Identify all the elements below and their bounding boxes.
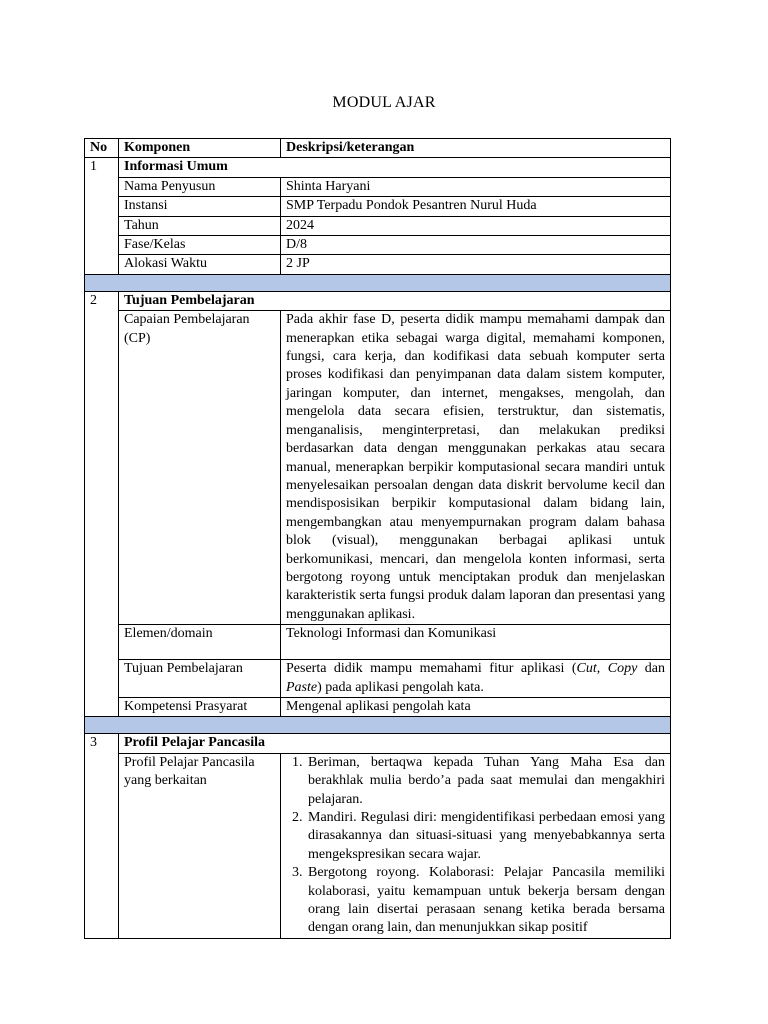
row-label: Tahun <box>119 216 281 235</box>
tp-prefix: Peserta didik mampu memahami fitur aplikasi ( <box>286 661 577 677</box>
list-item: 1. Beriman, bertaqwa kepada Tuhan Yang Maha Esa dan berakhlak mulia berdo’a pada saat memulai dan mengakhiri pelajaran. <box>306 754 665 809</box>
row-value: 2 JP <box>281 255 671 274</box>
row-value: 2024 <box>281 216 671 235</box>
list-item: 3. Bergotong royong. Kolaborasi: Pelajar Pancasila memiliki kolaborasi, yaitu kemampuan untuk bekerja bersam dengan orang lain disertai perasaan senang ketika berada bersama dengan orang lain, dan menunjukkan sikap positif <box>306 864 665 938</box>
header-no: No <box>85 139 119 158</box>
tp-suffix: ) pada aplikasi pengolah kata. <box>317 679 484 695</box>
row-value: D/8 <box>281 236 671 255</box>
table-row <box>85 177 671 196</box>
elemen-label: Elemen/domain <box>119 625 281 660</box>
table-row <box>85 255 671 274</box>
table-header-row <box>85 139 671 158</box>
row-label: Fase/Kelas <box>119 236 281 255</box>
section-2-title-row <box>85 291 671 310</box>
section-3-title: Profil Pelajar Pancasila <box>119 734 671 753</box>
section-3-title-row <box>85 734 671 753</box>
table-row <box>85 625 671 660</box>
section-2-title: Tujuan Pembelajaran <box>119 291 671 310</box>
list-item: 2. Mandiri. Regulasi diri: mengidentifikasi perbedaan emosi yang dirasakannya dan situasi-situasi yang menyebabkannya serta mengekspresikan secara wajar. <box>306 809 665 864</box>
cp-label: Capaian Pembelajaran (CP) <box>119 311 281 625</box>
header-komponen: Komponen <box>119 139 281 158</box>
profil-label: Profil Pelajar Pancasila yang berkaitan <box>119 753 281 938</box>
row-value: Shinta Haryani <box>281 177 671 196</box>
profil-list <box>286 754 665 938</box>
table-row <box>85 660 671 698</box>
tp-cut: Cut <box>576 661 597 677</box>
module-table <box>84 138 671 939</box>
tp-value <box>281 660 671 698</box>
tp-label: Tujuan Pembelajaran <box>119 660 281 698</box>
row-label: Alokasi Waktu <box>119 255 281 274</box>
row-label: Nama Penyusun <box>119 177 281 196</box>
profil-list-cell <box>281 753 671 938</box>
table-row <box>85 697 671 716</box>
tp-comma: , <box>596 661 608 677</box>
tp-paste: Paste <box>286 679 318 695</box>
kp-label: Kompetensi Prasyarat <box>119 697 281 716</box>
table-row <box>85 311 671 625</box>
row-value: SMP Terpadu Pondok Pesantren Nurul Huda <box>281 197 671 216</box>
section-separator <box>85 717 671 734</box>
section-1-title: Informasi Umum <box>119 158 671 177</box>
tp-dan: dan <box>637 661 666 677</box>
kp-value: Mengenal aplikasi pengolah kata <box>281 697 671 716</box>
table-row <box>85 753 671 938</box>
section-1-number: 1 <box>85 158 119 274</box>
tp-copy: Copy <box>607 661 638 677</box>
header-deskripsi: Deskripsi/keterangan <box>281 139 671 158</box>
section-3-number: 3 <box>85 734 119 938</box>
table-row <box>85 197 671 216</box>
table-row <box>85 216 671 235</box>
section-2-number: 2 <box>85 291 119 717</box>
page-title: MODUL AJAR <box>332 94 436 111</box>
row-label: Instansi <box>119 197 281 216</box>
section-1-title-row <box>85 158 671 177</box>
table-row <box>85 236 671 255</box>
section-separator <box>85 274 671 291</box>
cp-text: Pada akhir fase D, peserta didik mampu memahami dampak dan menerapkan etika sebagai warga digital, memahami komponen, fungsi, cara kerja, dan kodifikasi data sebuah komputer serta proses kodifikasi dan penyimpanan data dalam sistem komputer, jaringan komputer, dan internet, mengakses, mengolah, dan mengelola data secara efisien, terstruktur, dan sistematis, menganalisis, menginterpretasi, dan melakukan prediksi berdasarkan data dengan menggunakan perkakas atau secara manual, menerapkan berpikir komputasional secara mandiri untuk menyelesaikan persoalan dengan data diskrit bervolume kecil dan mendisposisikan berpikir komputasional dalam bidang lain, mengembangkan atau menyempurnakan program dalam bahasa blok (visual), menggunakan berbagai aplikasi untuk berkomunikasi, mencari, dan mengelola konten informasi, serta bergotong royong untuk menciptakan produk dan menjelaskan karakteristik serta fungsi produk dalam laporan dan presentasi yang menggunakan aplikasi. <box>281 311 671 625</box>
elemen-value: Teknologi Informasi dan Komunikasi <box>281 625 671 660</box>
